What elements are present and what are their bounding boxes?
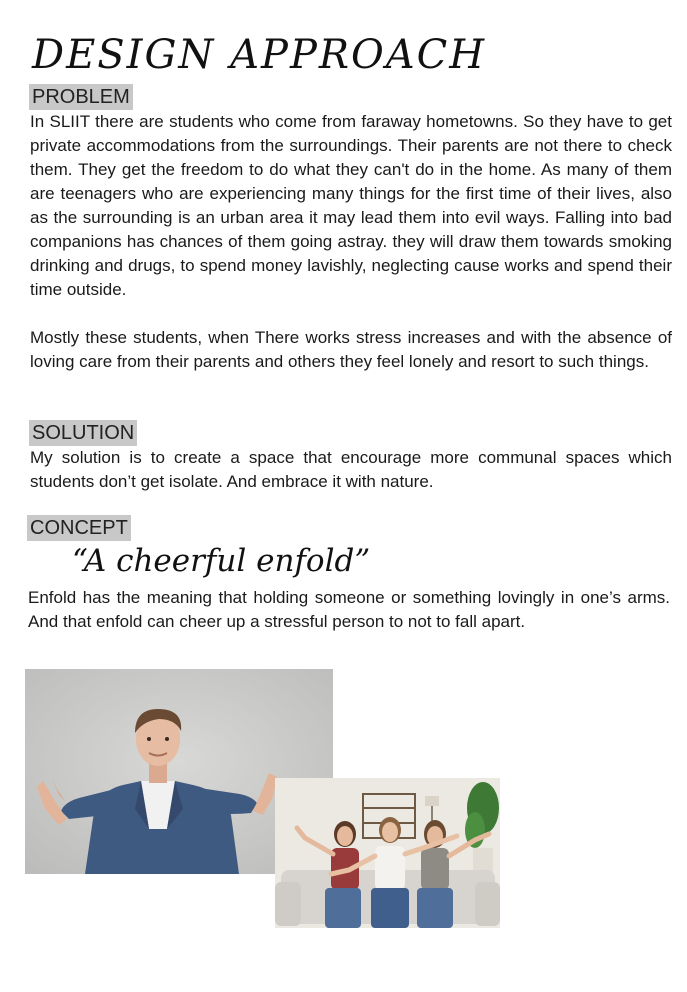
solution-paragraph: My solution is to create a space that encourage more communal spaces which students don’t get isolate. And embrace it with nature. (30, 448, 672, 491)
problem-heading: PROBLEM (29, 84, 133, 110)
concept-quote: “A cheerful enfold” (72, 543, 371, 579)
problem-paragraph-2: Mostly these students, when There works stress increases and with the absence of loving care from their parents and others they feel lonely and resort to such things. (30, 328, 672, 371)
problem-paragraph: In SLIIT there are students who come from faraway hometowns. So they have to get private accommodations from the surroundings. Their parents are not there to check them. They get the freedom to do what they can't do in the home. As many of them are teenagers who are experiencing many things for the first time of their lives, also as the surrounding is an urban area it may lead them into evil ways. Falling into bad companions has chances of them going astray. they will draw them towards smoking drinking and drugs, to spend money lavishly, neglecting cause works and spend their time outside. (30, 112, 672, 299)
concept-paragraph: Enfold has the meaning that holding someone or something lovingly in one’s arms. And that enfold can cheer up a stressful person to not to fall apart. (28, 588, 670, 631)
page-title: DESIGN APPROACH (32, 32, 487, 78)
solution-heading: SOLUTION (29, 420, 137, 446)
concept-heading: CONCEPT (27, 515, 131, 541)
photo-friends-on-sofa (275, 778, 500, 928)
